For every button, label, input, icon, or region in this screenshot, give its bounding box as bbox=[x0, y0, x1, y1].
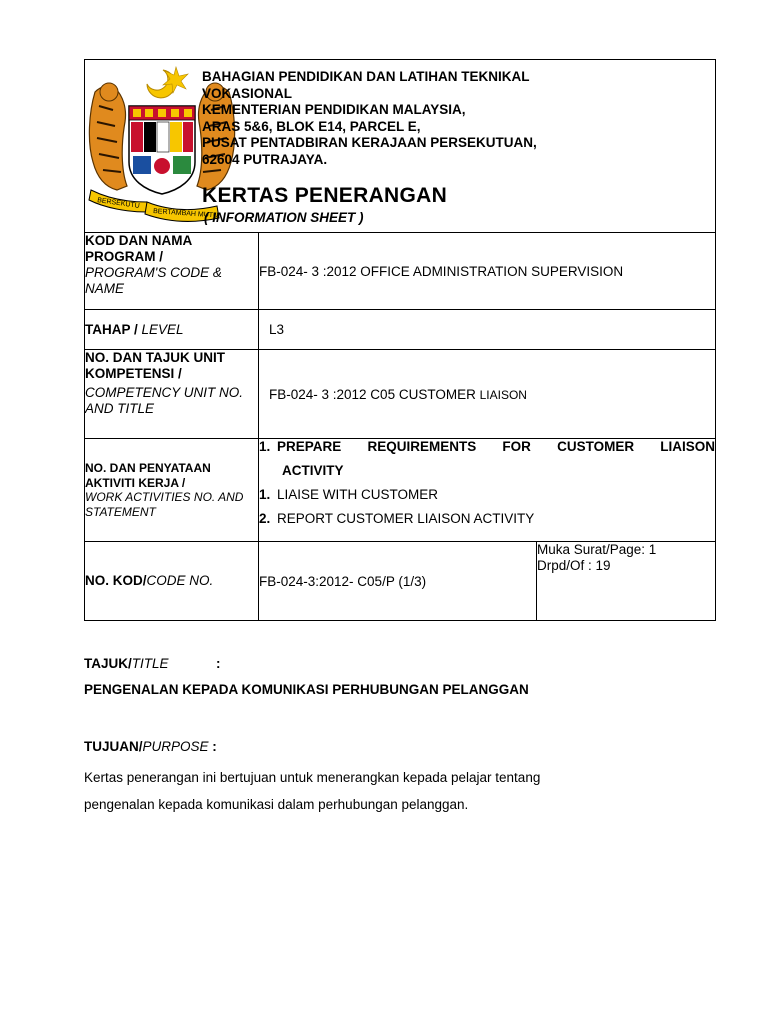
unit-row bbox=[85, 350, 716, 439]
title-label-italic: TITLE bbox=[131, 656, 169, 671]
level-label-italic: LEVEL bbox=[141, 321, 184, 337]
unit-label-italic: COMPETENCY UNIT NO. AND TITLE bbox=[85, 385, 244, 416]
purpose-label-colon: : bbox=[208, 739, 217, 754]
title-label-line bbox=[84, 656, 221, 671]
code-label-bold: NO. KOD/ bbox=[85, 573, 147, 588]
unit-value-main: FB-024- 3 :2012 C05 CUSTOMER bbox=[269, 386, 480, 402]
list-item-continuation: ACTIVITY bbox=[282, 463, 344, 478]
program-value: FB-024- 3 :2012 OFFICE ADMINISTRATION SUPERVISION bbox=[259, 263, 624, 279]
program-row bbox=[85, 233, 716, 310]
unit-label-bold: NO. DAN TAJUK UNIT KOMPETENSI / bbox=[85, 350, 225, 381]
agency-line: VOKASIONAL bbox=[202, 85, 293, 101]
header-cell bbox=[85, 60, 716, 233]
code-label-italic: CODE NO. bbox=[146, 573, 214, 588]
unit-value-small: LIAISON bbox=[479, 387, 527, 402]
page-number: Muka Surat/Page: 1 bbox=[537, 542, 657, 557]
purpose-label-italic: PURPOSE bbox=[142, 739, 209, 754]
crest-ribbon-left: BERSEKUTU bbox=[96, 197, 141, 210]
program-label-italic: PROGRAM'S CODE & NAME bbox=[85, 265, 222, 296]
unit-label bbox=[85, 350, 259, 439]
header-row bbox=[85, 60, 716, 233]
code-label bbox=[85, 542, 259, 621]
activities-list bbox=[259, 439, 716, 542]
list-item: 2. REPORT CUSTOMER LIAISON ACTIVITY bbox=[259, 511, 535, 526]
level-row bbox=[85, 310, 716, 350]
level-label bbox=[85, 310, 259, 350]
list-item: 1. PREPARE REQUIREMENTS FOR CUSTOMER LIAISON bbox=[259, 439, 716, 454]
document-subtitle: ( INFORMATION SHEET ) bbox=[204, 210, 364, 225]
purpose-text-line-2: pengenalan kepada komunikasi dalam perhubungan pelanggan. bbox=[84, 797, 469, 812]
title-text: PENGENALAN KEPADA KOMUNIKASI PERHUBUNGAN PELANGGAN bbox=[84, 682, 529, 697]
code-value: FB-024-3:2012- C05/P (1/3) bbox=[259, 573, 427, 589]
agency-line: BAHAGIAN PENDIDIKAN DAN LATIHAN TEKNIKAL bbox=[202, 69, 530, 84]
activities-label-bold: NO. DAN PENYATAAN AKTIVITI KERJA / bbox=[85, 461, 211, 490]
purpose-label-line bbox=[84, 739, 217, 754]
activities-label-italic: WORK ACTIVITIES NO. AND STATEMENT bbox=[85, 490, 244, 519]
program-label-bold: KOD DAN NAMA PROGRAM / bbox=[85, 233, 192, 264]
unit-value-cell bbox=[259, 350, 716, 439]
activities-label bbox=[85, 439, 259, 542]
page-info-cell bbox=[537, 542, 716, 621]
agency-line: PUSAT PENTADBIRAN KERAJAAN PERSEKUTUAN, bbox=[202, 135, 537, 150]
crest-ribbon-right: BERTAMBAH MUTU bbox=[152, 208, 219, 220]
list-item: 1. LIAISE WITH CUSTOMER bbox=[259, 487, 439, 502]
info-sheet-table bbox=[84, 59, 716, 621]
activities-row bbox=[85, 439, 716, 542]
document-title: KERTAS PENERANGAN bbox=[202, 184, 448, 207]
level-value-cell bbox=[259, 310, 716, 350]
level-value: L3 bbox=[269, 322, 285, 337]
program-label bbox=[85, 233, 259, 310]
purpose-text-line-1: Kertas penerangan ini bertujuan untuk menerangkan kepada pelajar tentang bbox=[84, 770, 541, 785]
level-label-bold: TAHAP / bbox=[85, 321, 138, 337]
program-value-cell bbox=[259, 233, 716, 310]
title-label-colon: : bbox=[216, 656, 221, 671]
title-label-bold: TAJUK/ bbox=[84, 656, 132, 671]
code-row bbox=[85, 542, 716, 621]
page-total: Drpd/Of : 19 bbox=[537, 558, 611, 573]
agency-line: KEMENTERIAN PENDIDIKAN MALAYSIA, bbox=[202, 102, 466, 117]
code-value-cell bbox=[259, 542, 537, 621]
agency-address bbox=[202, 69, 702, 168]
agency-line: ARAS 5&6, BLOK E14, PARCEL E, bbox=[202, 118, 421, 134]
purpose-label-bold: TUJUAN/ bbox=[84, 739, 143, 754]
agency-line: 62604 PUTRAJAYA. bbox=[202, 151, 328, 167]
